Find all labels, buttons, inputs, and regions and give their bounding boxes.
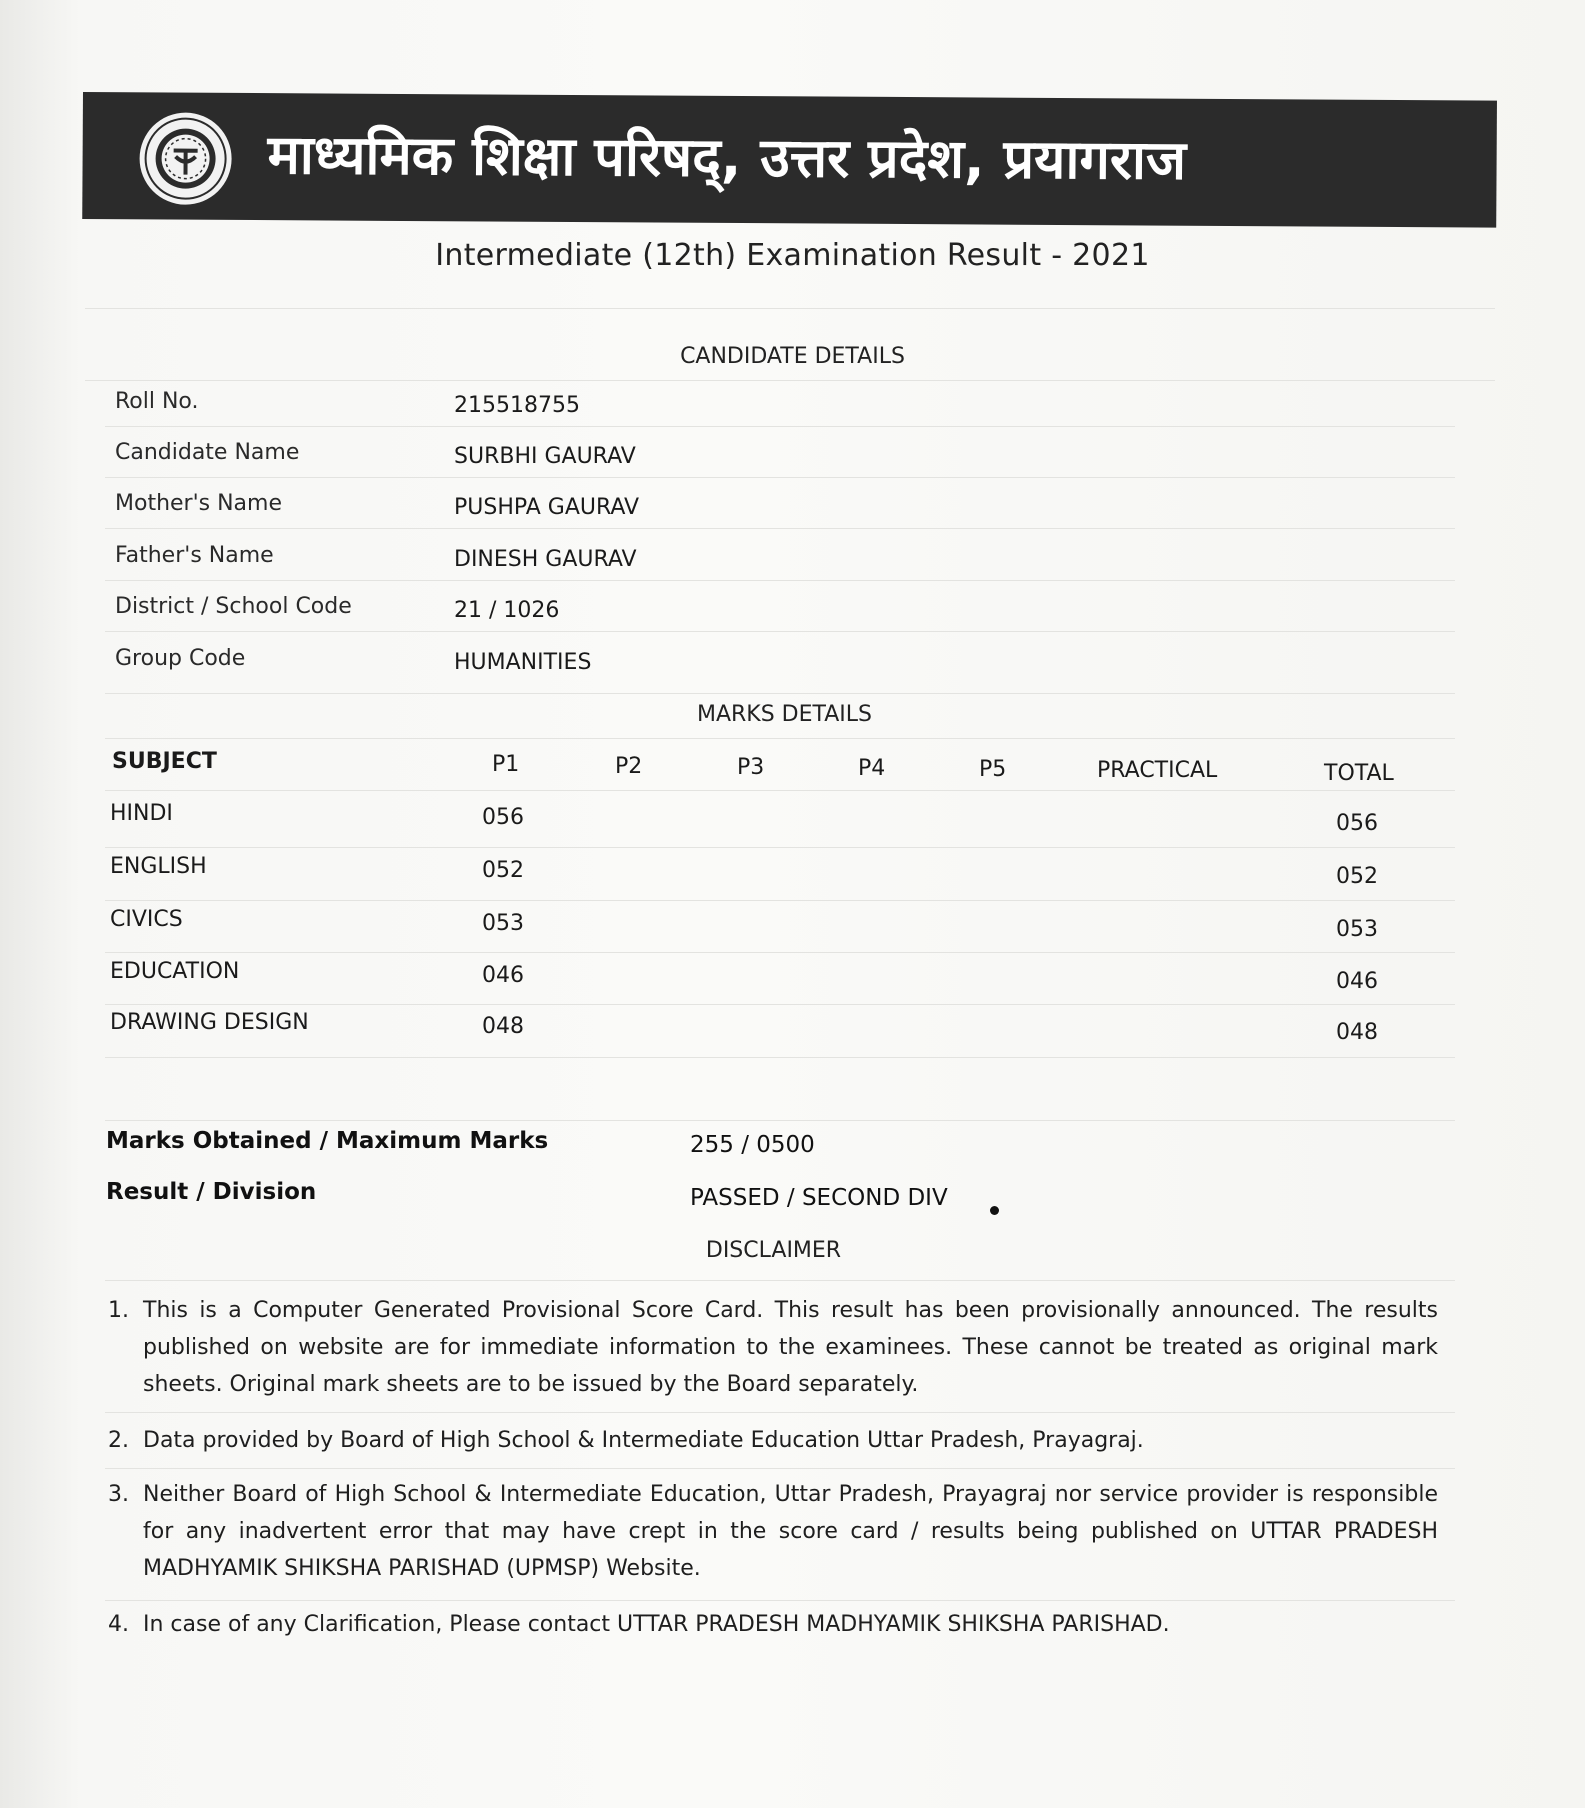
divider <box>105 900 1455 901</box>
divider <box>105 426 1455 427</box>
subject-name: EDUCATION <box>110 959 240 984</box>
candidate-row-group <box>0 646 1585 698</box>
result-division-label: Result / Division <box>106 1179 317 1205</box>
col-header-p4: P4 <box>858 756 886 781</box>
p1-mark: 046 <box>482 963 524 988</box>
divider <box>85 380 1495 381</box>
item-number: 4. <box>108 1612 129 1637</box>
disclaimer-item <box>108 1422 1438 1462</box>
total-mark: 052 <box>1336 864 1378 889</box>
divider <box>105 738 1455 739</box>
header-banner <box>82 92 1497 228</box>
item-text: Data provided by Board of High School & Intermediate Education Uttar Pradesh, Prayagraj. <box>143 1428 1144 1453</box>
disclaimer-item <box>108 1476 1438 1588</box>
col-header-p1: P1 <box>492 752 520 777</box>
divider <box>105 1057 1455 1058</box>
divider <box>105 1120 1455 1121</box>
subject-name: ENGLISH <box>110 854 207 879</box>
divider <box>105 580 1455 581</box>
candidate-row-district <box>0 594 1585 646</box>
divider <box>105 847 1455 848</box>
item-number: 1. <box>108 1298 129 1323</box>
subject-name: DRAWING DESIGN <box>110 1010 309 1035</box>
col-header-p5: P5 <box>979 757 1007 782</box>
col-header-total: TOTAL <box>1324 761 1394 786</box>
total-mark: 048 <box>1336 1020 1378 1045</box>
item-text: This is a Computer Generated Provisional Score Card. This result has been provisionally announced. The results published on website are for immediate information to the examinees. These cannot be treated as original mark sheets. Original mark sheets are to be issued by the Board separately. <box>143 1298 1438 1397</box>
marks-obtained-value: 255 / 0500 <box>690 1132 815 1158</box>
divider <box>105 1468 1455 1469</box>
subject-name: CIVICS <box>110 907 183 932</box>
divider <box>105 528 1455 529</box>
field-value: 215518755 <box>454 393 580 418</box>
field-label: District / School Code <box>115 594 352 619</box>
col-header-p3: P3 <box>737 755 765 780</box>
col-header-subject: SUBJECT <box>112 749 217 774</box>
total-mark: 046 <box>1336 969 1378 994</box>
p1-mark: 056 <box>482 805 524 830</box>
subject-name: HINDI <box>110 801 173 826</box>
divider <box>105 790 1455 791</box>
field-label: Group Code <box>115 646 246 671</box>
total-mark: 053 <box>1336 917 1378 942</box>
field-label: Candidate Name <box>115 440 300 465</box>
divider <box>85 308 1495 309</box>
divider <box>105 631 1455 632</box>
field-value: DINESH GAURAV <box>454 547 637 572</box>
disclaimer-item <box>108 1292 1438 1404</box>
field-value: PUSHPA GAURAV <box>454 495 640 520</box>
col-header-practical: PRACTICAL <box>1097 758 1218 783</box>
candidate-details-heading: CANDIDATE DETAILS <box>680 344 905 369</box>
up-board-emblem-icon <box>137 110 234 207</box>
field-value: SURBHI GAURAV <box>454 444 636 469</box>
item-number: 2. <box>108 1428 129 1453</box>
divider <box>105 1004 1455 1005</box>
candidate-row-name <box>0 440 1585 492</box>
field-value: 21 / 1026 <box>454 598 560 623</box>
result-title: Intermediate (12th) Examination Result - 2021 <box>435 238 1150 273</box>
field-label: Father's Name <box>115 543 274 568</box>
board-name-title: माध्यमिक शिक्षा परिषद्, उत्तर प्रदेश, प्रयागराज <box>267 123 1187 192</box>
field-value: HUMANITIES <box>454 650 592 675</box>
marks-obtained-label: Marks Obtained / Maximum Marks <box>106 1128 549 1154</box>
item-text: In case of any Clarification, Please contact UTTAR PRADESH MADHYAMIK SHIKSHA PARISHAD. <box>143 1612 1170 1637</box>
disclaimer-heading: DISCLAIMER <box>705 1238 842 1263</box>
item-number: 3. <box>108 1482 129 1507</box>
divider <box>105 1600 1455 1601</box>
divider <box>105 1280 1455 1281</box>
ink-dot <box>990 1206 999 1215</box>
candidate-row-mother <box>0 491 1585 543</box>
divider <box>105 693 1455 694</box>
item-text: Neither Board of High School & Intermediate Education, Uttar Pradesh, Prayagraj nor service provider is responsible for any inadvertent error that may have crept in the score card / results being published on UTTAR PRADESH MADHYAMIK SHIKSHA PARISHAD (UPMSP) Website. <box>143 1482 1438 1581</box>
p1-mark: 053 <box>482 911 524 936</box>
table-row <box>0 1010 1585 1062</box>
p1-mark: 052 <box>482 858 524 883</box>
marks-details-heading: MARKS DETAILS <box>696 702 873 727</box>
table-row <box>0 801 1585 853</box>
disclaimer-item <box>108 1606 1438 1646</box>
table-row <box>0 854 1585 906</box>
candidate-row-roll <box>0 389 1585 441</box>
field-label: Roll No. <box>115 389 199 414</box>
divider <box>105 477 1455 478</box>
field-label: Mother's Name <box>115 491 282 516</box>
result-division-value: PASSED / SECOND DIV <box>690 1185 948 1211</box>
candidate-row-father <box>0 543 1585 595</box>
col-header-p2: P2 <box>615 754 643 779</box>
p1-mark: 048 <box>482 1014 524 1039</box>
divider <box>105 952 1455 953</box>
divider <box>105 1412 1455 1413</box>
total-mark: 056 <box>1336 811 1378 836</box>
